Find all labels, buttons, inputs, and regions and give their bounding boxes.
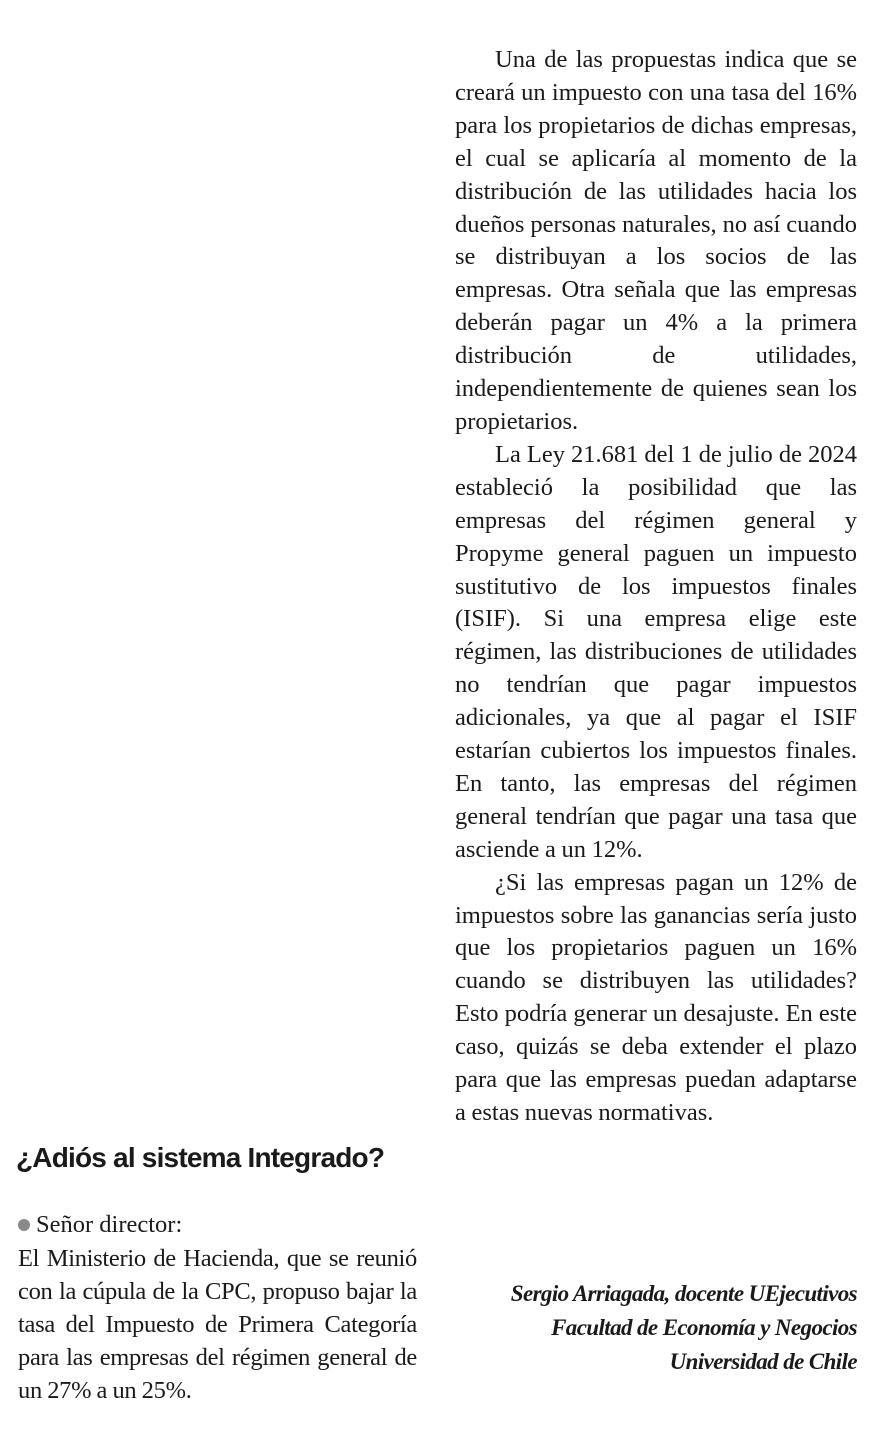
article-right-column	[455, 44, 857, 1130]
letter-headline: ¿Adiós al sistema Integrado?	[16, 1142, 385, 1173]
paragraph-3: ¿Si las empresas pagan un 12% de impuestos sobre las ganancias sería justo que los propietarios paguen un 16% cuando se distribuyen las utilidades? Esto podría generar un desajuste. En este caso, quizás se deba extender el plazo para que las empresas puedan adaptarse a estas nuevas normativas.	[455, 868, 857, 1126]
letter-salutation	[18, 1209, 182, 1241]
author-signature: Sergio Arriagada, docente UEjecutivos Facultad de Economía y Negocios Universidad de Chile	[510, 1281, 857, 1374]
paragraph-2: La Ley 21.681 del 1 de julio de 2024 estableció la posibilidad que las empresas del régimen general y Propyme general paguen un impuesto sustitutivo de los impuestos finales (ISIF). Si una empresa elige este régimen, las distribuciones de utilidades no tendrían que pagar impuestos adicionales, ya que al pagar el ISIF estarían cubiertos los impuestos finales. En tanto, las empresas del régimen general tendrían que pagar una tasa que asciende a un 12%.	[455, 440, 857, 863]
paragraph-1: Una de las propuestas indica que se creará un impuesto con una tasa del 16% para los propietarios de dichas empresas, el cual se aplicaría al momento de la distribución de las utilidades hacia los dueños personas naturales, no así cuando se distribuyan a los socios de las empresas. Otra señala que las empresas deberán pagar un 4% a la primera distribución de utilidades, independientemente de quienes sean los propietarios.	[455, 46, 857, 435]
bullet-icon	[18, 1219, 30, 1231]
letter-paragraph: El Ministerio de Hacienda, que se reunió con la cúpula de la CPC, propuso bajar la tasa del Impuesto de Primera Categoría para las empresas del régimen general de un 27% a un 25%.	[18, 1245, 417, 1404]
salutation-text: Señor director:	[36, 1211, 183, 1238]
letter-body	[18, 1243, 417, 1408]
